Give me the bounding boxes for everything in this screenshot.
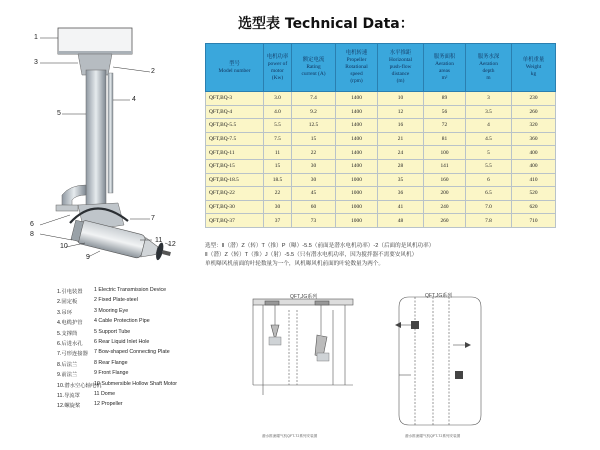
table-cell: 10 (378, 92, 424, 106)
table-cell: 18.5 (264, 173, 292, 187)
table-cell: 16 (378, 119, 424, 133)
column-header-rating-current: 额定电流 Rating current (A) (292, 44, 336, 92)
table-cell: 12.5 (292, 119, 336, 133)
table-cell-model: QFT,BQ-15 (206, 159, 264, 173)
table-cell: 35 (378, 173, 424, 187)
legend-item-cn: 4.电缆护管 (57, 320, 83, 327)
table-cell: 1000 (336, 214, 378, 228)
table-cell: 48 (378, 214, 424, 228)
selection-note-line-1: 选型：Ⅱ（潜）Z（转）T（推）P（曝）-5.5（前面是潜水电机功率）-2（后面的是风机功率） (205, 243, 435, 249)
table-cell: 28 (378, 159, 424, 173)
table-cell: 41 (378, 200, 424, 214)
table-row (206, 146, 556, 160)
callout-1: 1 (34, 34, 38, 41)
callout-5: 5 (57, 110, 61, 117)
table-cell: 12 (378, 105, 424, 119)
table-cell: 22 (264, 187, 292, 201)
table-cell-model: QFT,BQ-18.5 (206, 173, 264, 187)
table-cell: 72 (424, 119, 466, 133)
table-cell: 56 (424, 105, 466, 119)
callout-7: 7 (151, 215, 155, 222)
table-cell: 710 (512, 214, 556, 228)
callout-3: 3 (34, 59, 38, 66)
table-cell: 3.5 (466, 105, 512, 119)
table-cell: 45 (292, 187, 336, 201)
table-cell: 37 (264, 214, 292, 228)
legend-item-cn: 11.导流罩 (57, 393, 80, 399)
legend-item-cn: 2.固定板 (57, 299, 78, 306)
table-cell: 4.5 (466, 132, 512, 146)
table-cell: 141 (424, 159, 466, 173)
table-cell-model: QFT,BQ-4 (206, 105, 264, 119)
table-cell: 24 (378, 146, 424, 160)
table-row (206, 105, 556, 119)
legend-item-en: 3 Mooring Eye (94, 307, 129, 314)
selection-note-line-2: Ⅱ（潜）Z（转）T（推）J（射）-5.5（只有潜水电机功率，因为搅拌器不需要安风机） (205, 252, 418, 258)
legend-item-en: 6 Rear Liquid Inlet Hole (94, 339, 150, 345)
table-cell: 73 (292, 214, 336, 228)
table-cell: 1000 (336, 200, 378, 214)
callout-11: 11 (155, 237, 163, 244)
table-cell-model: QFT,BQ-5.5 (206, 119, 264, 133)
table-cell: 5.5 (466, 159, 512, 173)
column-header-model: 型号 Model number (206, 44, 264, 92)
table-cell: 240 (424, 200, 466, 214)
table-cell: 36 (378, 187, 424, 201)
table-cell: 7.8 (466, 214, 512, 228)
legend-item-en: 7 Bow-shaped Connecting Plate (94, 349, 170, 356)
table-cell: 1400 (336, 92, 378, 106)
legend-item-en: 9 Front Flange (94, 370, 129, 377)
drawing-left-series-label: QFT,JG系列 (290, 294, 318, 300)
table-cell: 11 (264, 146, 292, 160)
legend-item-en: 4 Cable Protection Pipe (94, 318, 150, 325)
table-cell: 400 (512, 146, 556, 160)
page-title: 选型表 Technical Data： (238, 16, 414, 32)
table-row (206, 187, 556, 201)
legend-item-cn: 6.后进水孔 (57, 341, 83, 347)
column-header-motor-power: 电机功率 power of motor (Kw) (264, 44, 292, 92)
callout-10: 10 (60, 243, 68, 250)
table-cell-model: QFT,BQ-22 (206, 187, 264, 201)
table-body (206, 92, 556, 228)
table-cell: 3 (466, 92, 512, 106)
table-cell: 1400 (336, 119, 378, 133)
legend-item-en: 12 Propeller (94, 401, 123, 408)
table-cell-model: QFT,BQ-7.5 (206, 132, 264, 146)
legend-item-cn: 8.后法兰 (57, 361, 78, 368)
legend-item-cn: 7.弓形连接器 (57, 351, 88, 358)
callout-12: 12 (168, 241, 176, 248)
table-cell: 15 (292, 132, 336, 146)
legend-item-en: 1 Electric Transmission Device (94, 287, 167, 293)
table-row (206, 119, 556, 133)
table-cell: 160 (424, 173, 466, 187)
legend-item-cn: 5.支撑筒 (57, 330, 78, 337)
table-cell: 400 (512, 159, 556, 173)
legend-item-en: 5 Support Tube (94, 328, 131, 335)
table-cell: 30 (292, 159, 336, 173)
table-cell: 4 (466, 119, 512, 133)
table-cell: 5 (466, 146, 512, 160)
table-cell: 260 (512, 105, 556, 119)
table-cell: 30 (292, 173, 336, 187)
table-cell: 410 (512, 173, 556, 187)
table-cell: 9.2 (292, 105, 336, 119)
legend-item-cn: 1.引电装置 (57, 289, 83, 295)
callout-6: 6 (30, 221, 34, 228)
legend-item-cn: 10.潜水空心轴电机 (57, 382, 102, 389)
table-cell: 7.4 (292, 92, 336, 106)
table-row (206, 200, 556, 214)
legend-item-cn: 12.螺旋桨 (57, 403, 81, 410)
column-header-rotational-speed: 电机转速 Propeller Rotational speed (rpm) (336, 44, 378, 92)
table-cell: 100 (424, 146, 466, 160)
table-row (206, 92, 556, 106)
column-header-push-flow-distance: 水平推距 Horizontal push-flow distance (m) (378, 44, 424, 92)
table-cell: 22 (292, 146, 336, 160)
selection-note-line-3: 单机曝风机前面的叶轮数量为一个，风机曝风机前面的叶轮数量为两个。 (205, 261, 385, 267)
legend-item-en: 2 Fixed Plate-steel (94, 297, 138, 304)
legend-item-cn: 3.吊环 (57, 309, 73, 316)
table-row (206, 159, 556, 173)
table-cell: 4.0 (264, 105, 292, 119)
column-header-weight: 单机重量 Weight kg (512, 44, 556, 92)
column-header-aeration-depth: 服务水深 Aeration depth m (466, 44, 512, 92)
drawing-left-caption: 潜水推流曝气机QFT-TJ系列安装图 (262, 434, 318, 438)
table-cell: 1400 (336, 146, 378, 160)
table-cell: 60 (292, 200, 336, 214)
column-header-aeration-areas: 服务面积 Aeration areas m² (424, 44, 466, 92)
table-row (206, 132, 556, 146)
table-cell: 7.0 (466, 200, 512, 214)
callout-9: 9 (86, 254, 90, 261)
table-row (206, 214, 556, 228)
callout-4: 4 (132, 96, 136, 103)
table-cell: 320 (512, 119, 556, 133)
table-cell: 15 (264, 159, 292, 173)
table-cell: 360 (512, 132, 556, 146)
legend-item-cn: 9.前法兰 (57, 372, 78, 379)
installation-drawing-right (375, 285, 505, 435)
installation-drawing-left (235, 285, 365, 435)
table-cell: 1000 (336, 173, 378, 187)
table-cell: 6 (466, 173, 512, 187)
table-cell: 1400 (336, 132, 378, 146)
table-cell: 5.5 (264, 119, 292, 133)
table-cell: 3.0 (264, 92, 292, 106)
table-cell: 21 (378, 132, 424, 146)
callout-2: 2 (151, 68, 155, 75)
table-cell: 1400 (336, 159, 378, 173)
drawing-right-series-label: QFT,JG系列 (425, 293, 453, 299)
table-cell-model: QFT,BQ-30 (206, 200, 264, 214)
drawing-right-caption: 潜水推流曝气机QFT-TJ系列安装图 (405, 434, 461, 438)
table-cell: 1400 (336, 105, 378, 119)
table-cell-model: QFT,BQ-11 (206, 146, 264, 160)
table-cell-model: QFT,BQ-37 (206, 214, 264, 228)
table-cell: 200 (424, 187, 466, 201)
table-cell-model: QFT,BQ-3 (206, 92, 264, 106)
table-cell: 520 (512, 187, 556, 201)
technical-data-table (205, 43, 556, 228)
table-cell: 30 (264, 200, 292, 214)
legend-item-en: 11 Dome (94, 391, 116, 397)
table-cell: 7.5 (264, 132, 292, 146)
table-cell: 81 (424, 132, 466, 146)
table-cell: 1000 (336, 187, 378, 201)
table-header-row (206, 44, 556, 92)
callout-8: 8 (30, 231, 34, 238)
legend-item-en: 10 Submersible Hollow Shaft Motor (94, 380, 178, 387)
table-row (206, 173, 556, 187)
table-cell: 89 (424, 92, 466, 106)
table-cell: 620 (512, 200, 556, 214)
table-cell: 6.5 (466, 187, 512, 201)
table-cell: 260 (424, 214, 466, 228)
table-cell: 230 (512, 92, 556, 106)
legend-item-en: 8 Rear Flange (94, 359, 128, 366)
